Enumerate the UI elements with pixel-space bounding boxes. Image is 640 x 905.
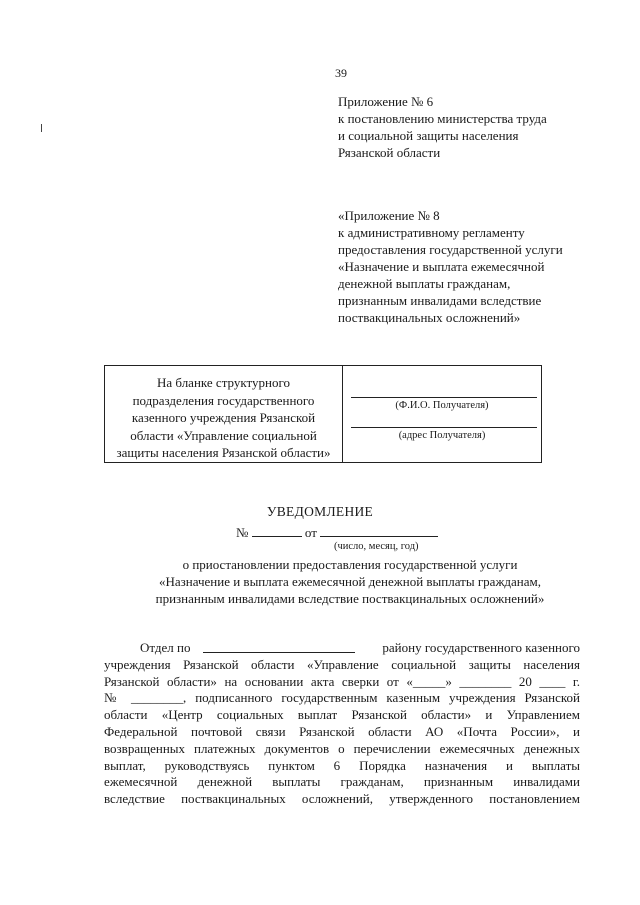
appendix2-line: к административному регламенту <box>338 225 525 240</box>
appendix-line: и социальной защиты населения <box>338 128 519 143</box>
letterhead-line: На бланке структурного <box>157 375 290 390</box>
letterhead-line: защиты населения Рязанской области» <box>116 445 331 460</box>
appendix-line: к постановлению министерства труда <box>338 111 547 126</box>
from-label: от <box>304 525 317 540</box>
appendix2-line: денежной выплаты гражданам, <box>338 276 511 291</box>
recipient-cell <box>343 366 541 462</box>
letterhead-box <box>104 365 542 463</box>
letterhead-line: подразделения государственного <box>132 392 315 408</box>
appendix2-line: признанным инвалидами вследствие <box>338 293 542 308</box>
letterhead-line: области «Управление социальной <box>130 427 317 443</box>
notice-subject <box>80 556 620 607</box>
body-line: ежемесячной денежной выплаты гражданам, признанным инвалидами <box>104 774 580 790</box>
letterhead-line: казенного учреждения Рязанской <box>131 410 316 425</box>
notice-title: УВЕДОМЛЕНИЕ <box>266 504 374 519</box>
notice-number-field[interactable] <box>252 524 302 537</box>
appendix-line: Приложение № 6 <box>338 94 434 109</box>
subject-line: о приостановлении предоставления государственной услуги <box>182 557 518 572</box>
recipient-name-line[interactable] <box>351 397 537 398</box>
subject-line: «Назначение и выплата ежемесячной денежной выплаты гражданам, <box>158 574 542 589</box>
subject-line: признанным инвалидами вследствие поствакцинальных осложнений» <box>155 591 545 606</box>
body-line: № ________, подписанного государственным казенным учреждения Рязанской <box>104 690 580 706</box>
body-line: учреждения Рязанской области «Управление социальной защиты населения <box>104 656 580 672</box>
number-sign: № <box>236 525 249 540</box>
district-field[interactable] <box>203 640 355 653</box>
letterhead-cell <box>105 366 343 462</box>
recipient-address-line[interactable] <box>351 427 537 428</box>
appendix2-line: предоставления государственной услуги <box>338 242 563 257</box>
appendix2-line: «Приложение № 8 <box>338 208 440 223</box>
recipient-address-caption: (адрес Получателя) <box>398 430 486 441</box>
notice-date-field[interactable] <box>320 524 438 537</box>
body-line-end: району государственного казенного <box>382 640 580 655</box>
body-line-start: Отдел по <box>140 640 191 655</box>
page-number: 39 <box>335 66 347 80</box>
date-caption: (число, месяц, год) <box>334 541 419 552</box>
scan-mark <box>41 124 42 132</box>
notice-number-line <box>236 524 438 541</box>
appendix-header <box>338 93 547 161</box>
body-line: Федеральной почтовой связи Рязанской области АО «Почта России», и <box>104 723 580 739</box>
body-line: Рязанской области» на основании акта сверки от «_____» ________ 20 ____ г. <box>104 673 580 689</box>
appendix2-line: «Назначение и выплата ежемесячной <box>338 259 545 274</box>
body-line: вследствие поствакцинальных осложнений, утвержденного постановлением <box>104 791 580 807</box>
body-line: выплат, руководствуясь пунктом 6 Порядка назначения и выплаты <box>104 757 580 773</box>
body-line: области «Центр социальных выплат Рязанской области» и Управлением <box>104 707 580 723</box>
appendix-header-2 <box>338 207 563 326</box>
recipient-name-caption: (Ф.И.О. Получателя) <box>395 400 489 411</box>
appendix-line: Рязанской области <box>338 145 441 160</box>
body-first-line <box>104 640 580 657</box>
body-line: возвращенных платежных документов о перечислении ежемесячных денежных <box>104 740 580 756</box>
appendix2-line: поствакцинальных осложнений» <box>338 310 521 325</box>
notice-body <box>104 640 580 808</box>
